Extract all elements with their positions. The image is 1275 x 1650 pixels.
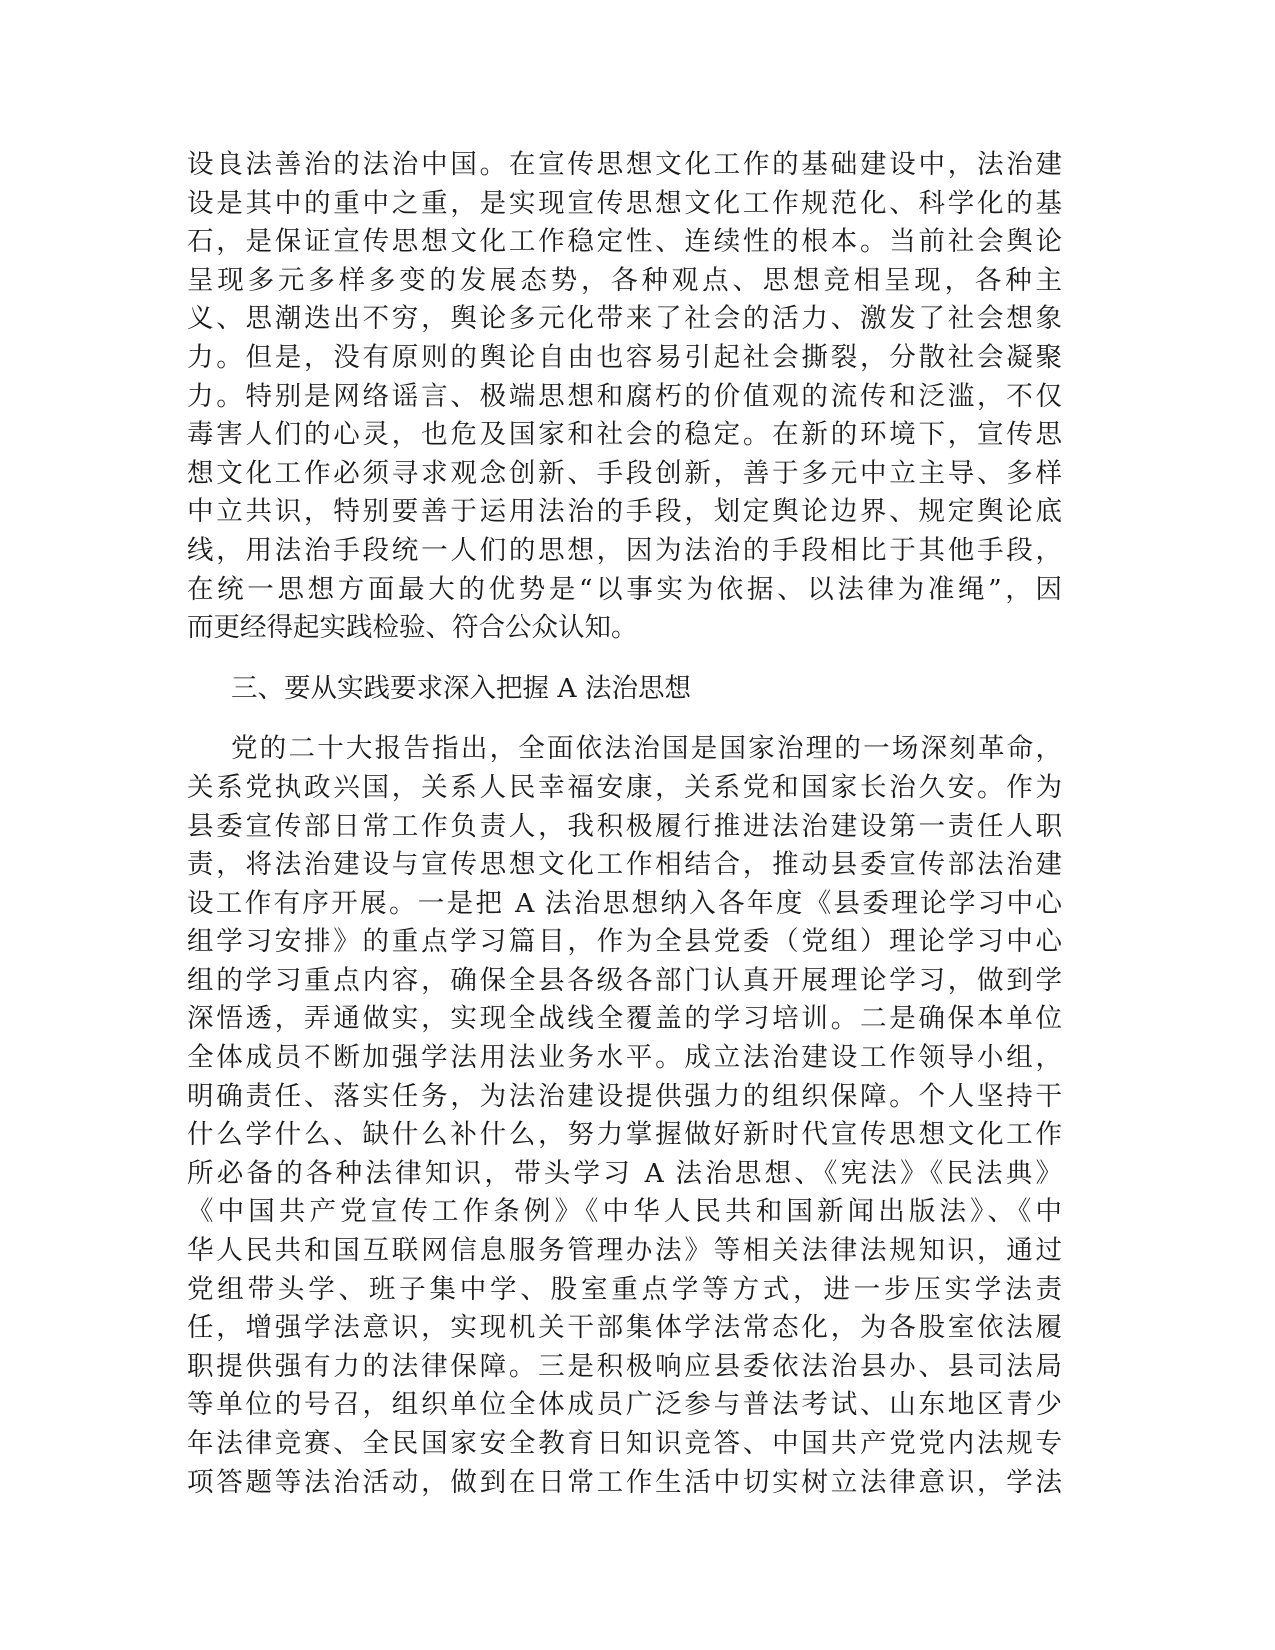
text-line: 深悟透，弄通做实，实现全战线全覆盖的学习培训。二是确保本单位 <box>187 1003 1062 1035</box>
text-line: 线，用法治手段统一人们的思想，因为法治的手段相比于其他手段， <box>187 534 1062 566</box>
text-line: 毒害人们的心灵，也危及国家和社会的稳定。在新的环境下，宣传思 <box>187 419 1062 451</box>
text-line: 而更经得起实践检验、符合公众认知。 <box>187 612 638 644</box>
text-line: 责，将法治建设与宣传思想文化工作相结合，推动县委宣传部法治建 <box>187 849 1062 881</box>
section-heading <box>187 670 1062 709</box>
text-line: 县委宣传部日常工作负责人，我积极履行推进法治建设第一责任人职 <box>187 810 1062 842</box>
text-line: 年法律竞赛、全民国家安全教育日知识竞答、中国共产党党内法规专 <box>187 1428 1062 1459</box>
text-line: 任，增强学法意识，实现机关干部集体学法常态化，为各股室依法履 <box>187 1312 1062 1344</box>
paragraph-rule-of-law-foundation <box>187 146 1062 648</box>
text-line: 力。特别是网络谣言、极端思想和腐朽的价值观的流传和泛滥，不仅 <box>187 380 1062 412</box>
text-line: 党的二十大报告指出，全面依法治国是国家治理的一场深刻革命， <box>231 733 1062 765</box>
text-line: 想文化工作必须寻求观念创新、手段创新，善于多元中立主导、多样 <box>187 457 1062 489</box>
text-line: 设工作有序开展。一是把 A 法治思想纳入各年度《县委理论学习中心 <box>187 887 1062 919</box>
text-line: 关系党执政兴国，关系人民幸福安康，关系党和国家长治久安。作为 <box>187 771 1062 803</box>
text-line: 全体成员不断加强学法用法业务水平。成立法治建设工作领导小组， <box>187 1042 1062 1074</box>
paragraph-spacer <box>187 708 1062 730</box>
text-line: 华人民共和国互联网信息服务管理办法》等相关法律法规知识，通过 <box>187 1235 1062 1267</box>
text-line: 设是其中的重中之重，是实现宣传思想文化工作规范化、科学化的基 <box>187 187 1062 219</box>
text-line: 党组带头学、班子集中学、股室重点学等方式，进一步压实学法责 <box>187 1273 1062 1305</box>
text-line: 设良法善治的法治中国。在宣传思想文化工作的基础建设中，法治建 <box>187 149 1062 180</box>
text-line: 呈现多元多样多变的发展态势，各种观点、思想竞相呈现，各种主 <box>187 264 1062 296</box>
text-line: 石，是保证宣传思想文化工作稳定性、连续性的根本。当前社会舆论 <box>187 226 1062 258</box>
text-line: 在统一思想方面最大的优势是“以事实为依据、以法律为准绳”，因 <box>187 573 1062 605</box>
document-page <box>187 146 1062 1502</box>
text-line: 明确责任、落实任务，为法治建设提供强力的组织保障。个人坚持干 <box>187 1080 1062 1112</box>
text-line: 中立共识，特别要善于运用法治的手段，划定舆论边界、规定舆论底 <box>187 496 1062 528</box>
paragraph-practice <box>187 730 1062 1502</box>
text-line: 职提供强有力的法律保障。三是积极响应县委依法治县办、县司法局 <box>187 1350 1062 1382</box>
text-line: 什么学什么、缺什么补什么，努力掌握做好新时代宣传思想文化工作 <box>187 1119 1062 1151</box>
text-line: 所必备的各种法律知识，带头学习 A 法治思想、《宪法》《民法典》 <box>187 1157 1062 1189</box>
text-line: 力。但是，没有原则的舆论自由也容易引起社会撕裂，分散社会凝聚 <box>187 341 1062 373</box>
text-line: 组的学习重点内容，确保全县各级各部门认真开展理论学习，做到学 <box>187 964 1062 996</box>
text-line: 等单位的号召，组织单位全体成员广泛参与普法考试、山东地区青少 <box>187 1389 1062 1421</box>
text-line: 项答题等法治活动，做到在日常工作生活中切实树立法律意识，学法 <box>187 1466 1062 1498</box>
paragraph-spacer <box>187 648 1062 670</box>
text-line: 组学习安排》的重点学习篇目，作为全县党委（党组）理论学习中心 <box>187 926 1062 958</box>
text-line: 《中国共产党宣传工作条例》《中华人民共和国新闻出版法》、《中 <box>187 1196 1062 1228</box>
text-line: 义、思潮迭出不穷，舆论多元化带来了社会的活力、激发了社会想象 <box>187 303 1062 335</box>
heading-text: 三、要从实践要求深入把握 A 法治思想 <box>231 672 691 704</box>
